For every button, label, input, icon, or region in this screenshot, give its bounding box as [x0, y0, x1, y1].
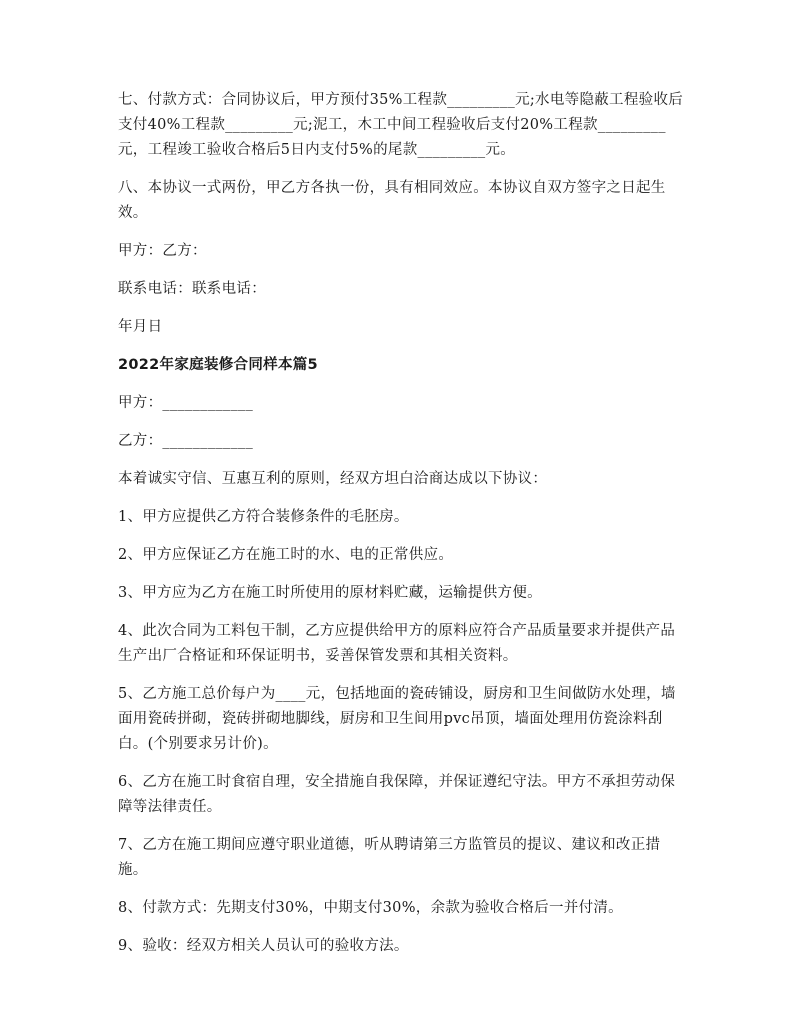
party-a-line: 甲方：____________: [118, 395, 253, 411]
clause-7: 7、乙方在施工期间应遵守职业道德，听从聘请第三方监管员的提议、建议和改正措施。: [118, 837, 661, 878]
party-b-line: 乙方：____________: [118, 433, 253, 449]
contact-phone-line: 联系电话：联系电话：: [118, 281, 266, 297]
clause-6: 6、乙方在施工时食宿自理，安全措施自我保障，并保证遵纪守法。甲方不承担劳动保障等法律责任。: [118, 774, 676, 815]
clause-5: 5、乙方施工总价每户为____元，包括地面的瓷砖铺设，厨房和卫生间做防水处理，墙面用瓷砖拼砌，瓷砖拼砌地脚线，厨房和卫生间用pvc吊顶，墙面处理用仿瓷涂料刮白。(个别要求另计价)。: [118, 686, 676, 752]
party-signature-line: 甲方：乙方：: [118, 243, 207, 259]
section-title: 2022年家庭装修合同样本篇5: [118, 357, 318, 373]
clause-8-copies: 八、本协议一式两份，甲乙方各执一份，具有相同效应。本协议自双方签字之日起生效。: [118, 180, 666, 221]
clause-4: 4、此次合同为工料包干制，乙方应提供给甲方的原料应符合产品质量要求并提供产品生产出厂合格证和环保证明书，妥善保管发票和其相关资料。: [118, 623, 676, 664]
clause-1: 1、甲方应提供乙方符合装修条件的毛胚房。: [118, 509, 409, 525]
clause-7-payment: 七、付款方式：合同协议后，甲方预付35%工程款_________元;水电等隐蔽工程验收后支付40%工程款_________元;泥工，木工中间工程验收后支付20%工程款_________元，工程竣工验收合格后5日内支付5%的尾款_________元。: [118, 92, 684, 158]
preamble: 本着诚实守信、互惠互利的原则，经双方坦白洽商达成以下协议：: [118, 471, 548, 487]
clause-2: 2、甲方应保证乙方在施工时的水、电的正常供应。: [118, 547, 454, 563]
document-page: [118, 88, 688, 972]
clause-9: 9、验收：经双方相关人员认可的验收方法。: [118, 938, 409, 954]
clause-8: 8、付款方式：先期支付30%，中期支付30%，余款为验收合格后一并付清。: [118, 900, 623, 916]
clause-3: 3、甲方应为乙方在施工时所使用的原材料贮藏，运输提供方便。: [118, 585, 542, 601]
date-line: 年月日: [118, 319, 163, 335]
